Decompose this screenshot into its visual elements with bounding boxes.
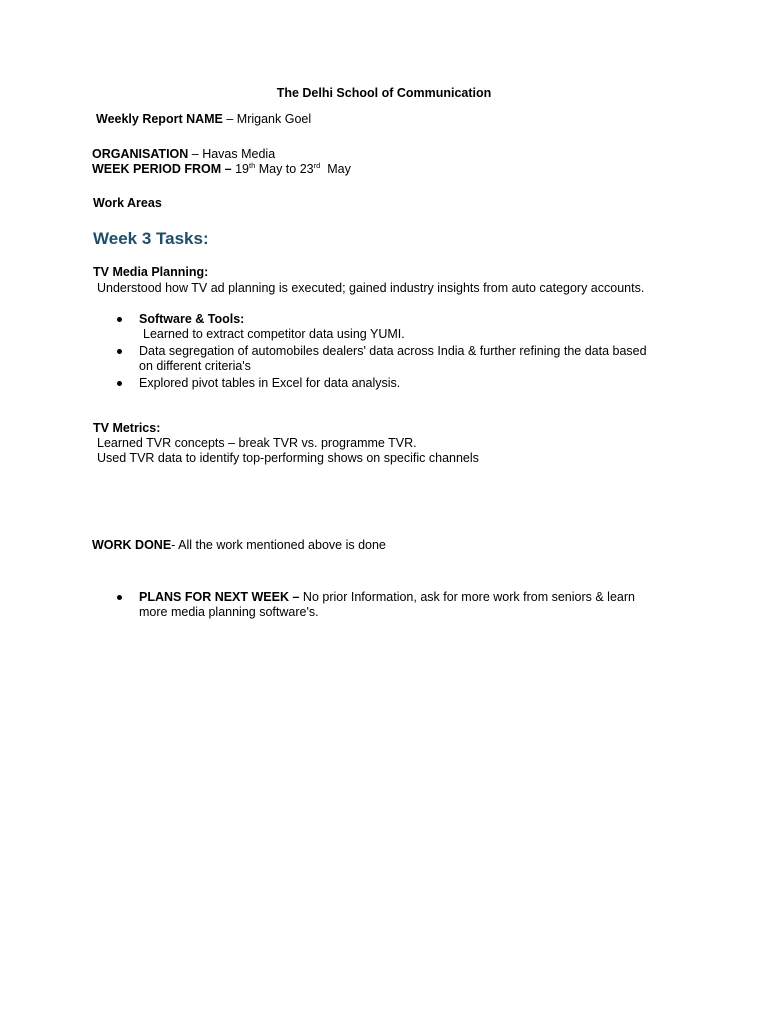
next-week-line1 <box>139 590 635 605</box>
week-heading: Week 3 Tasks: <box>93 229 209 248</box>
report-name-value: – Mrigank Goel <box>222 112 312 126</box>
bullet-title: Software & Tools: <box>139 312 245 326</box>
tv-media-planning-text: Understood how TV ad planning is executed; gained industry insights from auto category accounts. <box>97 281 645 295</box>
period-end: May <box>320 162 351 176</box>
bullet-text: Explored pivot tables in Excel for data analysis. <box>139 376 401 390</box>
bullet-dot <box>117 381 122 386</box>
organisation-value: – Havas Media <box>188 147 276 161</box>
tv-metrics-line1: Learned TVR concepts – break TVR vs. programme TVR. <box>97 436 417 450</box>
next-week-line2: more media planning software's. <box>139 605 319 619</box>
week-period-label: WEEK PERIOD FROM – <box>92 162 232 176</box>
period-start-day: 19 <box>231 162 249 176</box>
organisation-label: ORGANISATION <box>92 147 189 161</box>
next-week-label: PLANS FOR NEXT WEEK – <box>139 590 300 604</box>
bullet-text-line2: on different criteria's <box>139 359 251 373</box>
work-done-line <box>92 538 386 553</box>
bullet-text: Learned to extract competitor data using YUMI. <box>143 327 405 341</box>
bullet-dot <box>117 349 122 354</box>
bullet-dot <box>117 317 122 322</box>
tv-metrics-line2: Used TVR data to identify top-performing shows on specific channels <box>97 451 479 465</box>
work-done-label: WORK DONE <box>92 538 172 552</box>
tv-media-planning-heading: TV Media Planning: <box>93 265 209 279</box>
next-week-text: No prior Information, ask for more work from seniors & learn <box>299 590 635 604</box>
report-name-label: Weekly Report NAME <box>96 112 223 126</box>
bullet-dot <box>117 595 122 600</box>
page-title <box>0 86 768 101</box>
report-name-line <box>96 112 311 127</box>
school-title: The Delhi School of Communication <box>276 86 492 100</box>
bullet-text-line1: Data segregation of automobiles dealers' data across India & further refining the data based <box>139 344 647 358</box>
period-end-suffix: rd <box>313 161 321 170</box>
organisation-line <box>92 147 275 162</box>
work-done-text: - All the work mentioned above is done <box>171 538 386 552</box>
week-period-line <box>92 162 351 177</box>
tv-metrics-heading: TV Metrics: <box>93 421 161 435</box>
period-start-suffix: th <box>248 161 256 170</box>
period-mid: May to 23 <box>255 162 314 176</box>
work-areas-label: Work Areas <box>93 196 162 210</box>
